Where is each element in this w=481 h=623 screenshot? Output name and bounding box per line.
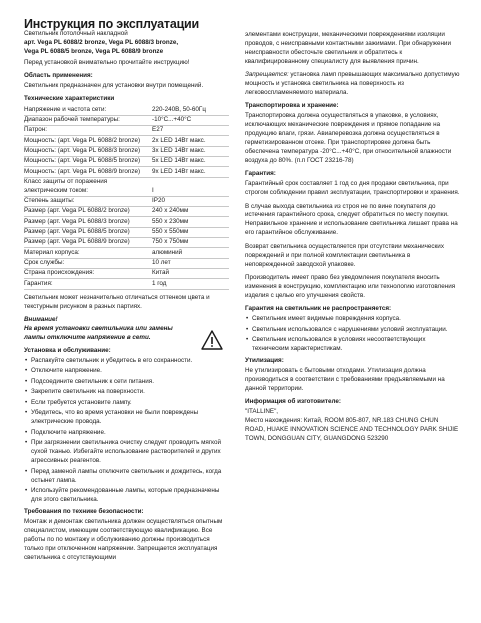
table-row <box>24 167 229 177</box>
spec-key: Размер (арт. Vega PL 6088/2 bronze) <box>24 207 152 217</box>
guarantee-text-2: В случае выхода светильника из строя не по вине покупателя до истечения гарантийного срока, следует обратиться по месту покупки. Неправильное хранение и использование светильника лишает права на его гарантийное обслуживание. <box>245 202 458 237</box>
manufacturer-address: Место нахождения: Китай, ROOM 805-807, NR.183 CHUNG CHUN ROAD, HUAKE INNOVATION SCIENCE AND TECHNOLOGY PARK SHIJIE TOWN, DONGGUAN CITY, GUANGDONG 523290 <box>245 416 459 442</box>
spec-key: Размер (арт. Vega PL 6088/5 bronze) <box>24 227 152 237</box>
no-guarantee-list <box>245 315 460 354</box>
left-column <box>24 30 229 567</box>
guarantee-text-1: Гарантийный срок составляет 1 год со дня продажи светильника, при строгом соблюдении правил эксплуатации, транспортировки и хранения. <box>245 180 460 197</box>
spec-key: Материал корпуса: <box>24 248 152 258</box>
forbidden-label: Запрещается: <box>245 71 289 79</box>
table-row <box>24 196 229 206</box>
list-item: • Подсоедините светильник к сети питания. <box>24 378 229 387</box>
intro-models-2: Vega PL 6088/5 bronze, Vega PL 6088/9 bronze <box>24 47 164 55</box>
spec-value: 2x LED 14Вт макс. <box>152 136 229 146</box>
table-row <box>24 238 229 248</box>
specs-heading: Технические характеристики <box>24 95 115 103</box>
spec-value: -10°С...+40°С <box>152 115 229 125</box>
table-row <box>24 105 229 115</box>
warning-block <box>24 316 229 343</box>
table-row <box>24 126 229 136</box>
intro-block <box>24 30 229 68</box>
manufacturer-name: "ITALLINE", <box>245 408 279 415</box>
table-row <box>24 146 229 156</box>
spec-value: 240 x 240мм <box>152 207 229 217</box>
list-item: • Светильник использовался в условиях несоответствующих техническим характеристикам. <box>245 336 460 354</box>
table-row <box>24 217 229 227</box>
list-item: • Светильник имеет видимые повреждения корпуса. <box>245 315 460 324</box>
intro-line: Светильник потолочный накладной <box>24 30 128 37</box>
spec-key: Срок службы: <box>24 258 152 268</box>
table-row <box>24 279 229 289</box>
list-item: • Подключите напряжение. <box>24 429 229 438</box>
guarantee-heading: Гарантия: <box>245 170 276 178</box>
spec-key: Мощность: (арт. Vega PL 6088/2 bronze) <box>24 136 152 146</box>
table-row <box>24 269 229 279</box>
table-row <box>24 227 229 237</box>
spec-value: 750 x 750мм <box>152 238 229 248</box>
spec-value: IP20 <box>152 196 229 206</box>
transport-heading: Транспортировка и хранение: <box>245 102 339 110</box>
table-row <box>24 207 229 217</box>
intro-note: Перед установкой внимательно прочитайте инструкцию! <box>24 58 190 66</box>
list-item: • Закрепите светильник на поверхности. <box>24 388 229 397</box>
spec-key: Напряжение и частота сети: <box>24 105 152 115</box>
spec-key: Патрон: <box>24 126 152 136</box>
list-item: • Используйте рекомендованные лампы, которые предназначены для этого светильника. <box>24 487 229 505</box>
spec-key: Класс защиты от поражения электрическим током: <box>24 177 152 196</box>
spec-key: Размер (арт. Vega PL 6088/3 bronze) <box>24 217 152 227</box>
table-row <box>24 115 229 125</box>
disposal-heading: Утилизация: <box>245 356 284 364</box>
guarantee-text-4: Производитель имеет право без уведомления покупателя вносить изменения в конструкцию, комплектацию или технологию изготовления изделия с целью его улучшения свойств. <box>245 273 456 299</box>
spec-key: Страна происхождения: <box>24 269 152 279</box>
spec-key: Мощность: (арт. Vega PL 6088/5 bronze) <box>24 157 152 167</box>
scope-heading: Область применения: <box>24 72 93 80</box>
spec-value: E27 <box>152 126 229 136</box>
safety-text: Монтаж и демонтаж светильника должен осуществляться опытным специалистом, имеющим соответствующую квалификацию. Все работы по по монтажу и обслуживанию должны производиться только при отключенном напряжении. Запрещается эксплуатация светильника с отсутствующими <box>24 518 223 561</box>
warning-text: На время установки светильника или замены лампы отключите напряжение в сети. <box>24 324 173 341</box>
spec-value: 550 x 230мм <box>152 217 229 227</box>
list-item: • Светильник использовался с нарушениями условий эксплуатации. <box>245 326 460 335</box>
warning-title: Внимание! <box>24 316 58 324</box>
spec-value: 1 год <box>152 279 229 289</box>
spec-value: 5x LED 14Вт макс. <box>152 157 229 167</box>
spec-value: алюминий <box>152 248 229 258</box>
spec-value: 220-240В, 50-60Гц <box>152 105 229 115</box>
list-item: • Распакуйте светильник и убедитесь в его сохранности. <box>24 357 229 366</box>
manufacturer-heading: Информация об изготовителе: <box>245 398 342 406</box>
table-row <box>24 157 229 167</box>
page-title: Инструкция по эксплуатации <box>24 17 200 31</box>
spec-key: Размер (арт. Vega PL 6088/9 bronze) <box>24 238 152 248</box>
install-heading: Установка и обслуживание: <box>24 346 111 354</box>
table-row <box>24 177 229 196</box>
table-row <box>24 136 229 146</box>
safety-text-continued: элементами конструкции, механическими повреждениями изоляции проводов, с неисправными контактными зажимами. При обнаружении неисправности обесточьте светильник и обратитесь к квалифицированному специалисту для выявления причин. <box>245 31 451 65</box>
no-guarantee-heading: Гарантия на светильник не распространяется: <box>245 305 392 313</box>
spec-value: Китай <box>152 269 229 279</box>
transport-text: Транспортировка должна осуществляться в упаковке, в условиях, исключающих механические повреждения и прямое попадание на продукцию влаги, грязи. Авиаперевозка должна осуществляться в герметизированном отсеке. При транспортировке должна быть обеспечена температура -20°С...+40°С, при относительной влажности воздуха до 80%. (п.п ГОСТ 23216-78) <box>245 112 452 164</box>
manufacturer-block <box>245 408 460 444</box>
spec-key: Диапазон рабочей температуры: <box>24 115 152 125</box>
forbidden-block <box>245 71 460 98</box>
install-list <box>24 357 229 505</box>
color-note: Светильник может незначительно отличаться оттенком цвета и текстурным рисунком в разных партиях. <box>24 293 210 310</box>
intro-models: арт. Vega PL 6088/2 bronze, Vega PL 6088/3 bronze, <box>24 38 179 46</box>
spec-value: 10 лет <box>152 258 229 268</box>
list-item: • Убедитесь, что во время установки не были повреждены электрические провода. <box>24 409 229 427</box>
list-item: • Перед заменой лампы отключите светильник и дождитесь, когда остынет лампа. <box>24 468 229 486</box>
scope-text: Светильник предназначен для установки внутри помещений. <box>24 82 204 90</box>
table-row <box>24 258 229 268</box>
spec-value: 9x LED 14Вт макс. <box>152 167 229 177</box>
spec-key: Степень защиты: <box>24 196 152 206</box>
table-row <box>24 248 229 258</box>
forbidden-text: установка ламп превышающих максимально допустимую мощность и установка светильника на поверхность из легковоспламеняемого материала. <box>245 71 460 97</box>
spec-value: 3x LED 14Вт макс. <box>152 146 229 156</box>
spec-key: Мощность: (арт. Vega PL 6088/9 bronze) <box>24 167 152 177</box>
right-column <box>245 31 460 448</box>
disposal-text: Не утилизировать с бытовыми отходами. Утилизация должна производиться в соответствии с требованиями предъявляемыми на данной территории. <box>245 366 445 392</box>
list-item: • Если требуется установите лампу. <box>24 399 229 408</box>
specs-table <box>24 105 229 289</box>
warning-triangle-icon <box>201 330 223 350</box>
spec-key: Мощность: (арт. Vega PL 6088/3 bronze) <box>24 146 152 156</box>
list-item: • При загрязнении светильника очистку следует проводить мягкой сухой тканью. Избегайте использование растворителей и других агрессивных реагентов. <box>24 439 229 466</box>
safety-heading: Требования по технике безопасности: <box>24 508 144 516</box>
spec-value: I <box>152 177 229 196</box>
spec-value: 550 x 550мм <box>152 227 229 237</box>
spec-key: Гарантия: <box>24 279 152 289</box>
guarantee-text-3: Возврат светильника осуществляется при отсутствии механических повреждений и при полной комплектации светильника в неповрежденной заводской упаковке. <box>245 242 444 268</box>
list-item: • Отключите напряжение. <box>24 367 229 376</box>
